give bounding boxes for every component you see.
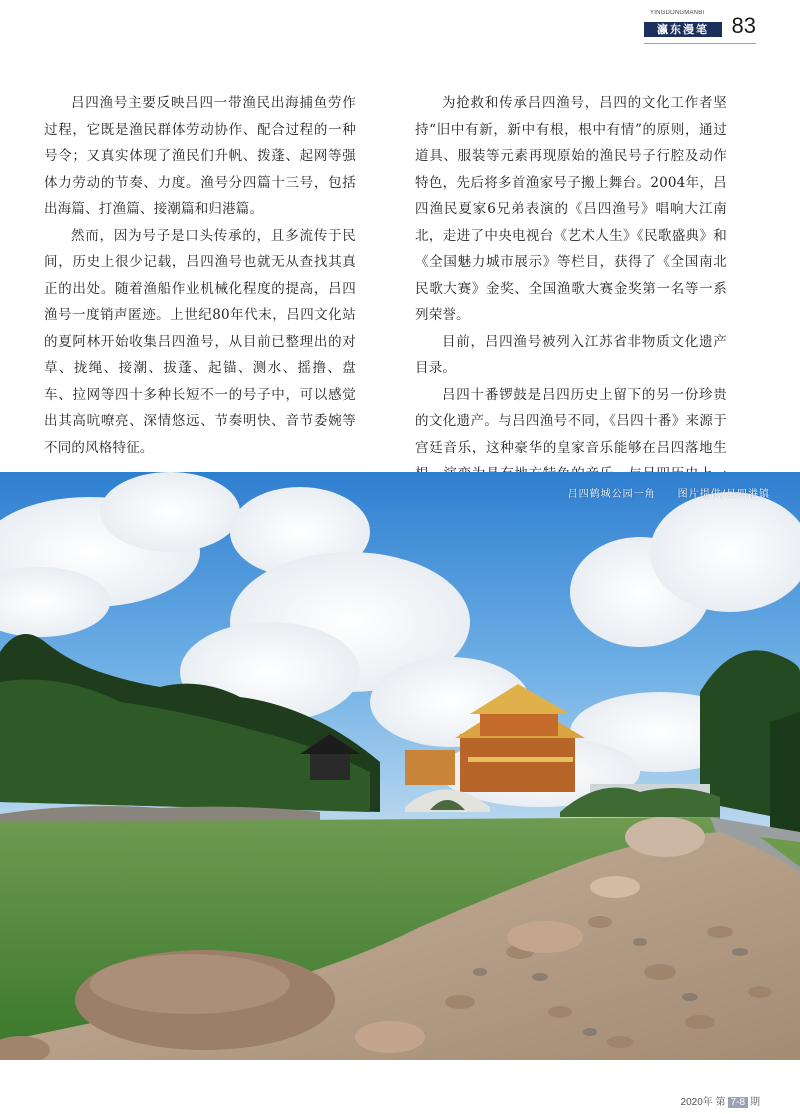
paragraph: 吕四渔号主要反映吕四一带渔民出海捕鱼劳作过程，它既是渔民群体劳动协作、配合过程的一种号令；又真实体现了渔民们升帆、拨蓬、起网等强体力劳动的节奏、力度。渔号分四篇十三号，包括出海篇、打渔篇、接潮篇和归港篇。 <box>44 95 356 217</box>
park-photo <box>0 472 800 1060</box>
footer-qi: 期 <box>750 1097 760 1108</box>
right-text-column <box>415 90 727 514</box>
column-pinyin: YINGDONGMANBI <box>650 10 705 16</box>
page-footer <box>681 1093 760 1108</box>
footer-issue: 7-8 <box>728 1097 748 1108</box>
left-text-column <box>44 90 356 461</box>
paragraph: 目前，吕四渔号被列入江苏省非物质文化遗产目录。 <box>415 333 727 376</box>
photo-caption <box>546 485 770 500</box>
header-rule <box>644 43 756 44</box>
footer-year: 2020年 <box>680 1097 713 1108</box>
page-header <box>644 10 756 40</box>
caption-credit: 图片提供/吕四港镇 <box>677 489 770 500</box>
paragraph: 吕四十番锣鼓是吕四历史上留下的另一份珍贵的文化遗产。与吕四渔号不同，《吕四十番》来源于宫廷音乐，这种豪华的皇家音乐能够在吕四落地生 <box>415 386 727 456</box>
footer-di: 第 <box>715 1097 726 1108</box>
paragraph: 为抢救和传承吕四渔号，吕四的文化工作者坚持“旧中有新，新中有根，根中有情”的原则，通过道具、服装等元素再现原始的渔民号子行腔及动作特色，先后将多首渔家号子搬上舞台。2004年，吕四渔民夏家6兄弟表演的《吕四渔号》唱响大江南北，走进了中央电视台《艺术人生》《民歌盛典》和《全国魅力城市展示》等栏目，获得了《全国南北民歌大赛》金奖、全国渔歌大赛金奖第一名等一系列荣誉。 <box>415 95 727 323</box>
page-number: 83 <box>731 13 756 38</box>
paragraph: 然而，因为号子是口头传承的，且多流传于民间，历史上很少记载，吕四渔号也就无从查找其真正的出处。随着渔船作业机械化程度的提高，吕四渔号一度销声匿迹。上世纪80年代末，吕四文化站的夏阿林开始收集吕四渔号，从目前已整理出的对草、拢绳、接潮、拔蓬、起锚、测水、摇撸、盘车、拉网等四十多种长短不一的号子中，可以感觉出其高吭嘹亮、深情悠远、节奏明快、音节委婉等不同的风格特征。 <box>44 227 356 456</box>
caption-text: 吕四鹤城公园一角 <box>567 489 656 500</box>
column-name: 瀛东漫笔 <box>644 22 722 37</box>
